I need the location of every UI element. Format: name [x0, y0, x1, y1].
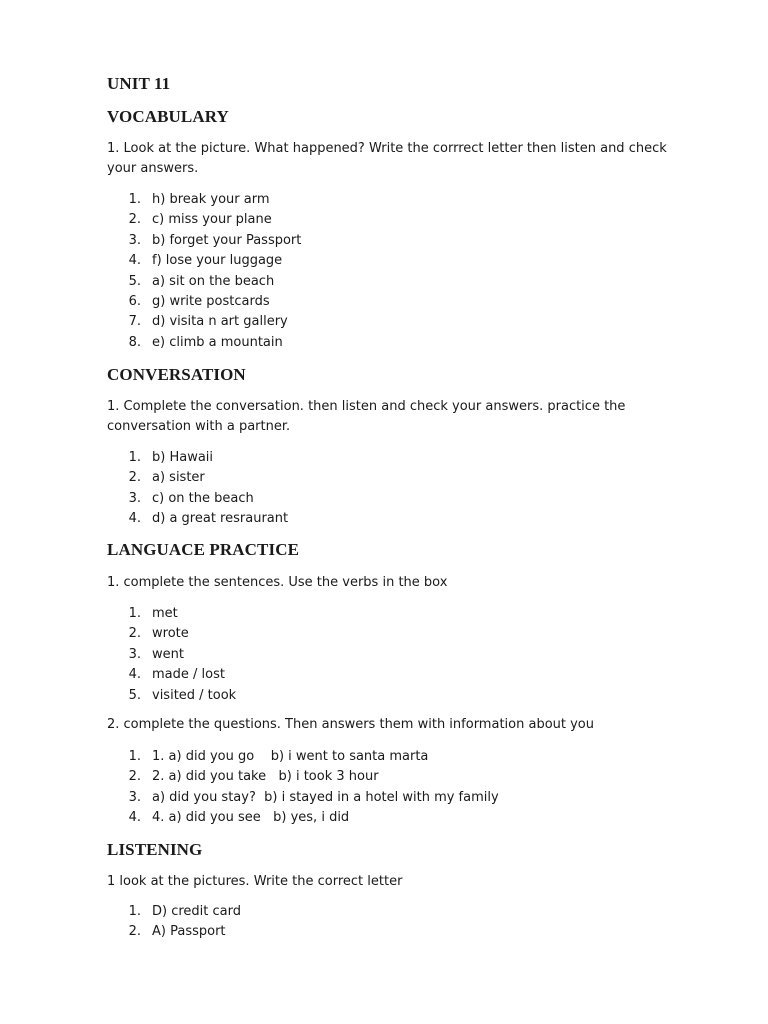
list-item-text: a) sister	[152, 470, 205, 486]
list-item-number: 6.	[128, 293, 141, 309]
list-item-number: 3.	[128, 490, 141, 506]
list-item-number: 3.	[128, 646, 141, 662]
list-item-number: 4.	[128, 667, 141, 683]
list-item-number: 3.	[128, 232, 141, 248]
language-practice-instruction-1: 1. complete the sentences. Use the verbs in the box	[107, 575, 448, 590]
list-item-text: d) a great resraurant	[152, 511, 289, 527]
list-item-number: 2.	[128, 212, 141, 228]
list-item-text: b) Hawaii	[152, 450, 214, 465]
list-item-number: 1.	[128, 606, 141, 621]
list-item-text: d) visita n art gallery	[152, 314, 288, 330]
list-item-number: 4.	[128, 253, 141, 269]
list-item-text: D) credit card	[152, 904, 241, 919]
list-item-number: 2.	[128, 769, 141, 785]
list-item-text: c) miss your plane	[152, 212, 272, 228]
conversation-instruction: 1. Complete the conversation. then listen and check your answers. practice the conversation with a partner.	[107, 399, 626, 434]
list-item-text: e) climb a mountain	[152, 334, 283, 350]
list-item-number: 8.	[128, 334, 141, 350]
list-item-text: c) on the beach	[152, 490, 254, 506]
list-item-number: 1.	[128, 904, 141, 919]
list-item-text: a) sit on the beach	[152, 273, 275, 289]
list-item-number: 1.	[128, 749, 141, 764]
language-practice-heading: LANGUACE PRACTICE	[107, 540, 300, 559]
list-item-text: met	[152, 606, 178, 621]
list-item-text: f) lose your luggage	[152, 253, 283, 269]
listening-heading: LISTENING	[107, 840, 203, 859]
list-item-text: went	[152, 646, 184, 662]
list-item-number: 2.	[128, 626, 141, 642]
vocabulary-heading: VOCABULARY	[107, 107, 229, 126]
conversation-heading: CONVERSATION	[107, 365, 246, 384]
list-item-text: h) break your arm	[152, 192, 270, 207]
list-item-number: 5.	[128, 687, 141, 703]
vocabulary-instruction: 1. Look at the picture. What happened? Write the corrrect letter then listen and check your answers.	[107, 141, 667, 176]
list-item-text: wrote	[152, 626, 189, 642]
list-item-text: 2. a) did you take b) i took 3 hour	[152, 769, 379, 785]
list-item-text: a) did you stay? b) i stayed in a hotel with my family	[152, 789, 499, 805]
list-item-number: 5.	[128, 273, 141, 289]
list-item-text: made / lost	[152, 667, 225, 683]
list-item-number: 2.	[128, 924, 141, 940]
list-item-number: 2.	[128, 470, 141, 486]
list-item-text: g) write postcards	[152, 293, 270, 309]
list-item-number: 4.	[128, 810, 141, 826]
list-item-number: 1.	[128, 450, 141, 465]
unit-title: UNIT 11	[107, 74, 171, 93]
list-item-text: b) forget your Passport	[152, 232, 302, 248]
list-item-number: 3.	[128, 789, 141, 805]
list-item-number: 7.	[128, 314, 141, 330]
language-practice-instruction-2: 2. complete the questions. Then answers them with information about you	[107, 717, 594, 732]
list-item-text: 4. a) did you see b) yes, i did	[152, 810, 350, 826]
list-item-text: A) Passport	[152, 924, 226, 940]
list-item-text: visited / took	[152, 687, 237, 703]
list-item-text: 1. a) did you go b) i went to santa marta	[152, 749, 429, 764]
list-item-number: 1.	[128, 192, 141, 207]
list-item-number: 4.	[128, 511, 141, 527]
listening-instruction: 1 look at the pictures. Write the correct letter	[107, 874, 403, 889]
